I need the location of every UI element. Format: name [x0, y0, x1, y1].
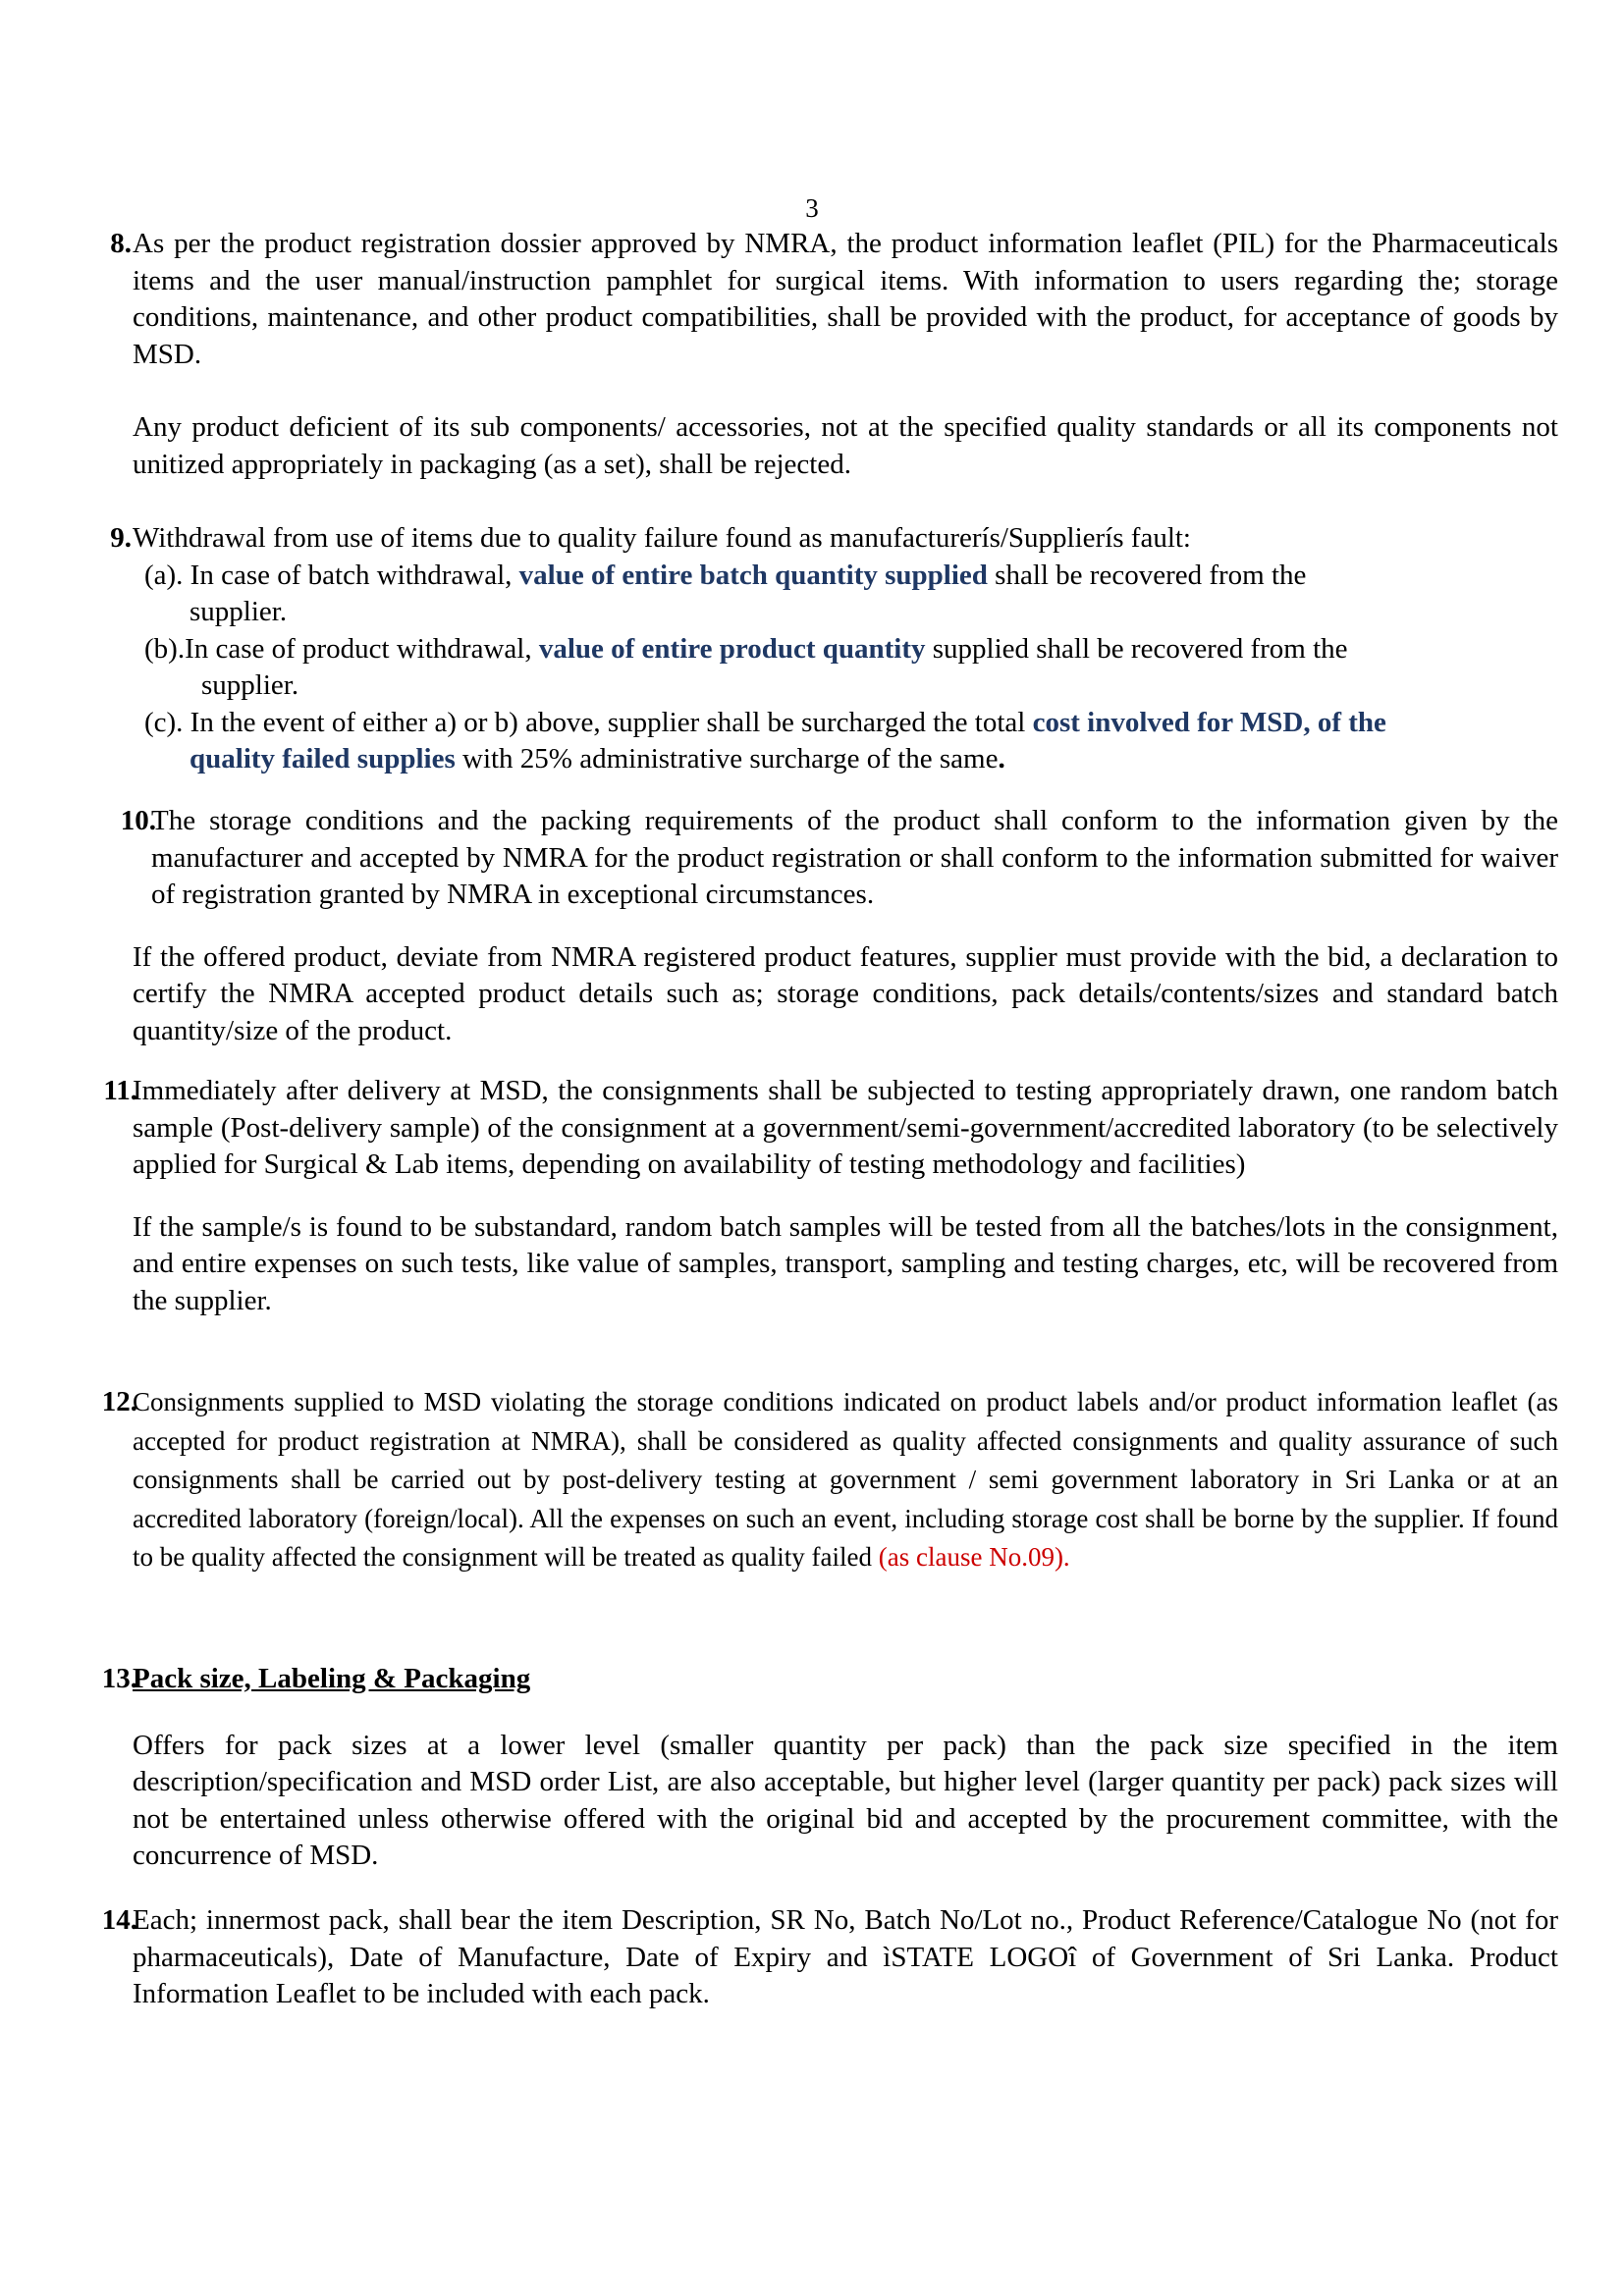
clause-body	[133, 226, 1558, 483]
clause-number: 12.	[101, 1386, 137, 1417]
paragraph: Immediately after delivery at MSD, the consignments shall be subjected to testing appropriately drawn, one random batch sample (Post-delivery sample) of the consignment at a government/semi-government/accredited laboratory (to be selectively applied for Surgical & Lab items, depending on availability of testing methodology and facilities)	[133, 1075, 1558, 1180]
highlighted-text: cost involved for MSD, of the	[1032, 706, 1386, 738]
clause-number: 13.	[101, 1663, 137, 1694]
clause-number: 9.	[110, 522, 132, 554]
highlighted-text: value of entire batch quantity supplied	[518, 559, 988, 591]
highlighted-text: value of entire product quantity	[538, 632, 926, 665]
clause-reference: (as clause No.09).	[878, 1542, 1070, 1572]
clause-11	[81, 1073, 1558, 1319]
clause-10	[81, 803, 1558, 1049]
sub-clause-text: (a). In case of batch withdrawal,	[144, 559, 519, 591]
paragraph: If the sample/s is found to be substandard, random batch samples will be tested from all the batches/lots in the consignment, and entire expenses on such tests, like value of samples, transport, sampling and testing charges, etc, will be recovered from the supplier.	[133, 1210, 1558, 1316]
clause-13	[81, 1661, 1558, 1875]
highlighted-text: quality failed supplies	[189, 743, 456, 774]
sub-clause-text: (c). In the event of either a) or b) above, supplier shall be surcharged the total	[144, 706, 1033, 738]
paragraph: Each; innermost pack, shall bear the item Description, SR No, Batch No/Lot no., Product Reference/Catalogue No (not for pharmaceuticals), Date of Manufacture, Date of Expiry and ìSTATE LOGOî of Government of Sri Lanka. Product Information Leaflet to be included with each pack.	[133, 1904, 1558, 2009]
paragraph: Offers for pack sizes at a lower level (smaller quantity per pack) than the pack size specified in the item description/specification and MSD order List, are also acceptable, but higher level (larger quantity per pack) pack sizes will not be entertained unless otherwise offered with the original bid and accepted by the procurement committee, with the concurrence of MSD.	[133, 1729, 1558, 1871]
sub-clause-continuation: supplier.	[189, 596, 288, 627]
paragraph	[133, 1383, 1558, 1577]
paragraph: As per the product registration dossier approved by NMRA, the product information leaflet (PIL) for the Pharmaceuticals items and the user manual/instruction pamphlet for surgical items. With information to users regarding the; storage conditions, maintenance, and other product compatibilities, shall be provided with the product, for acceptance of goods by MSD.	[133, 228, 1558, 370]
paragraph: If the offered product, deviate from NMRA registered product features, supplier must provide with the bid, a declaration to certify the NMRA accepted product details such as; storage conditions, pack details/contents/sizes and standard batch quantity/size of the product.	[133, 940, 1558, 1046]
sub-clause-text: shall be recovered from the	[987, 559, 1307, 591]
clause-14	[81, 1902, 1558, 2013]
page-number: 3	[805, 193, 819, 223]
sub-clause-text: supplied shall be recovered from the	[925, 632, 1348, 665]
sub-clause-text: (b).In case of product withdrawal,	[144, 632, 539, 665]
section-heading: Pack size, Labeling & Packaging	[133, 1663, 531, 1694]
paragraph: Withdrawal from use of items due to quality failure found as manufacturerís/Supplierís fault:	[133, 522, 1191, 554]
sub-clause-text: with 25% administrative surcharge of the same	[455, 743, 999, 774]
clause-8	[81, 226, 1558, 483]
clause-12	[81, 1383, 1558, 1577]
clause-9	[81, 520, 1558, 778]
clause-number: 11.	[103, 1075, 137, 1106]
clause-number: 10.	[120, 805, 156, 836]
sub-clause-a	[133, 558, 1558, 631]
clause-body	[151, 803, 1558, 914]
clause-number: 14.	[101, 1904, 137, 1936]
sub-clause-continuation: supplier.	[201, 669, 299, 701]
sub-clause-c	[133, 705, 1558, 778]
sub-clause-end: .	[998, 743, 1005, 774]
clause-body	[133, 1383, 1558, 1577]
paragraph: Any product deficient of its sub components/ accessories, not at the specified quality standards or all its components not unitized appropriately in packaging (as a set), shall be rejected.	[133, 411, 1558, 480]
clause-body	[133, 1902, 1558, 2013]
clause-body	[133, 1661, 1558, 1875]
clause-number: 8.	[110, 228, 132, 259]
sub-clause-b	[133, 631, 1558, 705]
paragraph-text: Consignments supplied to MSD violating the storage conditions indicated on product labels and/or product information leaflet (as accepted for product registration at NMRA), shall be considered as quality affected consignments and quality assurance of such consignments shall be carried out by post-delivery testing at government / semi government laboratory in Sri Lanka or at an accredited laboratory (foreign/local). All the expenses on such an event, including storage cost shall be borne by the supplier. If found to be quality affected the consignment will be treated as quality failed	[133, 1387, 1558, 1572]
paragraph: The storage conditions and the packing requirements of the product shall conform to the information given by the manufacturer and accepted by NMRA for the product registration or shall conform to the information submitted for waiver of registration granted by NMRA in exceptional circumstances.	[151, 805, 1558, 910]
clause-body	[133, 520, 1558, 778]
clause-body	[133, 1073, 1558, 1319]
